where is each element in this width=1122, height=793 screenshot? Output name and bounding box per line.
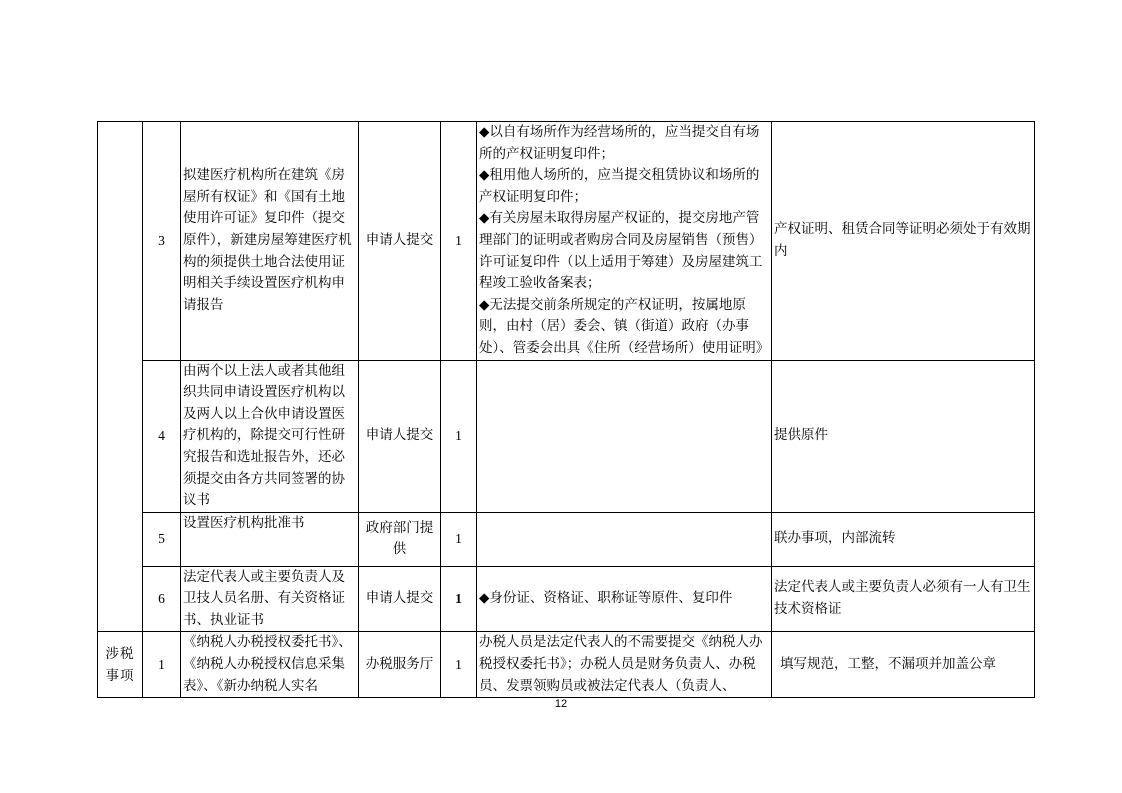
count-cell: 1: [441, 122, 477, 361]
count-cell: 1: [441, 512, 477, 566]
requirement-cell: ◆身份证、资格证、职称证等原件、复印件: [477, 566, 772, 632]
count-cell: 1: [441, 632, 477, 698]
row-number: 6: [143, 566, 181, 632]
requirement-cell: [477, 360, 772, 512]
row-number: 1: [143, 632, 181, 698]
row-number: 3: [143, 122, 181, 361]
row-number: 4: [143, 360, 181, 512]
source-cell: 政府部门提供: [359, 512, 441, 566]
material-cell: 法定代表人或主要负责人及卫技人员名册、有关资格证书、执业证书: [181, 566, 359, 632]
section-cell-empty: [98, 122, 143, 632]
section-cell: 涉税事项: [98, 632, 143, 698]
requirement-item: ◆有关房屋未取得房屋产权证的，提交房地产管理部门的证明或者购房合同及房屋销售（预售）许可证复印件（以上适用于筹建）及房屋建筑工程竣工验收备案表；: [479, 210, 763, 292]
note-cell: 法定代表人或主要负责人必须有一人有卫生技术资格证: [772, 566, 1035, 632]
count-cell: 1: [441, 360, 477, 512]
page-number: 12: [554, 698, 568, 710]
note-cell: 产权证明、租赁合同等证明必须处于有效期内: [772, 122, 1035, 361]
material-cell: 拟建医疗机构所在建筑《房屋所有权证》和《国有土地使用许可证》复印件（提交原件），新建房屋筹建医疗机构的须提供土地合法使用证明相关手续设置医疗机构申请报告: [181, 122, 359, 361]
source-cell: 申请人提交: [359, 566, 441, 632]
requirement-cell: 办税人员是法定代表人的不需要提交《纳税人办税授权委托书》；办税人员是财务负责人、办税员、发票领购员或被法定代表人（负责人、: [477, 632, 772, 698]
source-cell: 申请人提交: [359, 360, 441, 512]
source-cell: 申请人提交: [359, 122, 441, 361]
requirement-item: ◆以自有场所作为经营场所的，应当提交自有场所的产权证明复印件；: [479, 124, 760, 162]
requirement-cell: [477, 512, 772, 566]
requirement-item: ◆租用他人场所的，应当提交租赁协议和场所的产权证明复印件；: [479, 167, 760, 205]
note-cell: 填写规范，工整，不漏项并加盖公章: [772, 632, 1035, 698]
requirement-item: ◆无法提交前条所规定的产权证明，按属地原则，由村（居）委会、镇（街道）政府（办事处）、管委会出具《住所（经营场所）使用证明》: [479, 296, 770, 356]
requirement-cell: [477, 122, 772, 361]
table-row: [98, 360, 1035, 512]
row-number: 5: [143, 512, 181, 566]
material-cell: 《纳税人办税授权委托书》、《纳税人办税授权信息采集表》、《新办纳税人实名: [181, 632, 359, 698]
table-row: [98, 632, 1035, 698]
table-row: [98, 566, 1035, 632]
count-cell: 1: [441, 566, 477, 632]
table-row: [98, 512, 1035, 566]
materials-table: [97, 121, 1035, 698]
material-cell: 由两个以上法人或者其他组织共同申请设置医疗机构以及两人以上合伙申请设置医疗机构的，除提交可行性研究报告和选址报告外，还必须提交由各方共同签署的协议书: [181, 360, 359, 512]
material-cell: 设置医疗机构批准书: [181, 512, 359, 566]
note-cell: 提供原件: [772, 360, 1035, 512]
source-cell: 办税服务厅: [359, 632, 441, 698]
table-row: [98, 122, 1035, 361]
note-cell: 联办事项，内部流转: [772, 512, 1035, 566]
